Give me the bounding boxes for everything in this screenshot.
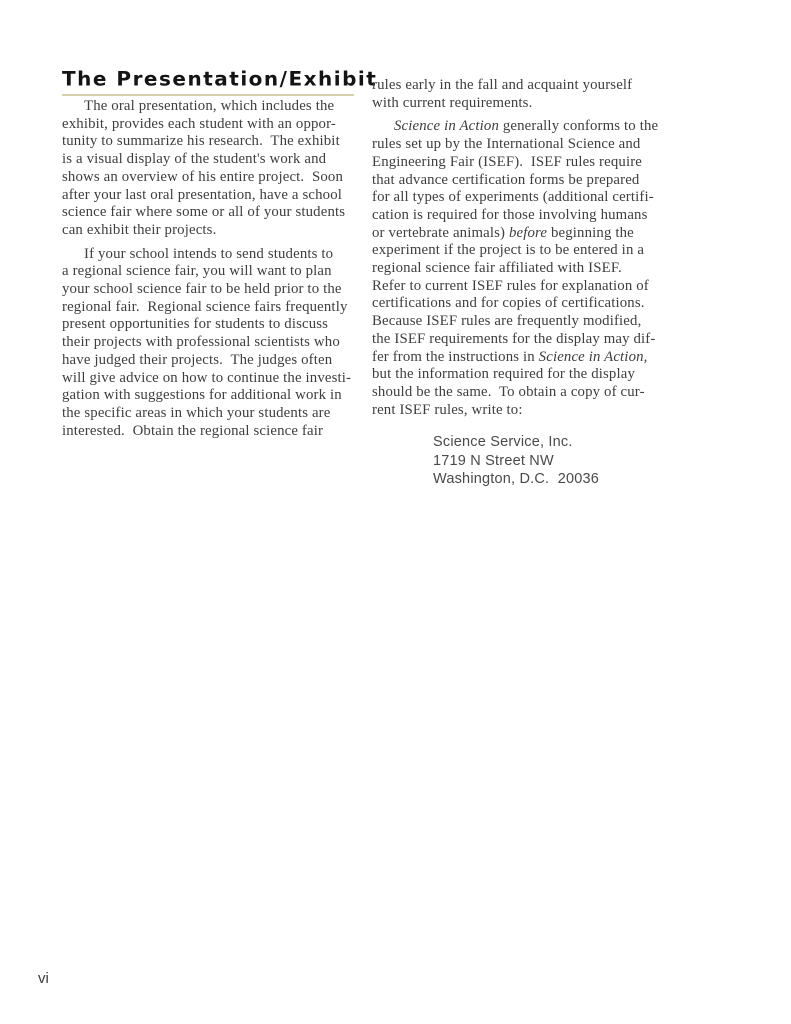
text-line	[433, 433, 668, 452]
text-line	[372, 225, 668, 243]
text-line	[62, 116, 358, 134]
address-block	[433, 433, 668, 489]
text-segment: Engineering Fair (ISEF). ISEF rules require	[372, 153, 643, 170]
text-segment: a regional science fair, you will want to plan	[62, 263, 332, 280]
text-line	[433, 470, 668, 489]
text-line	[62, 187, 358, 205]
text-segment: or vertebrate animals)	[372, 224, 509, 241]
text-segment: beginning the	[547, 224, 634, 241]
text-line	[62, 151, 358, 169]
text-segment: with current requirements.	[372, 94, 533, 111]
text-segment: their projects with professional scientists who	[62, 334, 340, 351]
text-line	[372, 118, 668, 136]
text-line	[372, 189, 668, 207]
text-line	[62, 246, 358, 264]
text-segment: regional fair. Regional science fairs frequently	[62, 298, 348, 315]
text-segment: Washington, D.C. 20036	[433, 471, 600, 488]
text-segment: but the information required for the display	[372, 366, 636, 383]
left-column-text	[62, 98, 358, 440]
text-segment: generally conforms to the	[499, 118, 659, 135]
italic-text: Science in Action	[394, 118, 499, 135]
text-line	[62, 281, 358, 299]
text-segment: interested. Obtain the regional science fair	[62, 422, 324, 439]
text-line	[62, 204, 358, 222]
paragraph	[62, 246, 358, 441]
text-line	[62, 222, 358, 240]
text-line	[372, 278, 668, 296]
text-segment: should be the same. To obtain a copy of cur-	[372, 383, 645, 400]
text-line	[62, 405, 358, 423]
text-line	[372, 260, 668, 278]
text-segment: that advance certification forms be prepared	[372, 171, 640, 188]
text-segment: present opportunities for students to discuss	[62, 316, 329, 333]
text-line	[372, 154, 668, 172]
text-line	[62, 334, 358, 352]
text-segment: tunity to summarize his research. The exhibit	[62, 133, 340, 150]
text-line	[62, 316, 358, 334]
text-line	[372, 384, 668, 402]
text-line	[372, 136, 668, 154]
text-line	[372, 331, 668, 349]
text-line	[62, 423, 358, 441]
text-segment: for all types of experiments (additional certifi-	[372, 189, 654, 206]
text-segment: rent ISEF rules, write to:	[372, 401, 523, 418]
left-column	[62, 67, 378, 440]
text-segment: have judged their projects. The judges often	[62, 351, 333, 368]
text-line	[62, 133, 358, 151]
text-line	[372, 366, 668, 384]
text-line	[433, 452, 668, 471]
text-segment: the ISEF requirements for the display may dif-	[372, 330, 656, 347]
text-segment: can exhibit their projects.	[62, 221, 217, 238]
text-line	[372, 242, 668, 260]
text-line	[372, 95, 668, 113]
text-segment: your school science fair to be held prior to the	[62, 281, 342, 298]
page-number: vi	[38, 970, 49, 987]
text-segment: is a visual display of the student's work and	[62, 151, 327, 168]
italic-text: before	[508, 224, 548, 241]
text-segment: experiment if the project is to be entered in a	[372, 242, 645, 259]
right-column	[372, 75, 668, 489]
text-segment: If your school intends to send students to	[84, 245, 334, 262]
text-segment: after your last oral presentation, have a school	[62, 186, 343, 203]
text-line	[62, 387, 358, 405]
text-segment: will give advice on how to continue the investi-	[62, 369, 352, 386]
text-line	[372, 77, 668, 95]
text-segment: shows an overview of his entire project. Soon	[62, 168, 343, 185]
text-segment: rules early in the fall and acquaint yourself	[372, 77, 633, 93]
text-line	[62, 299, 358, 317]
text-line	[372, 207, 668, 225]
text-segment: cation is required for those involving humans	[372, 206, 648, 223]
paragraph	[372, 77, 668, 112]
paragraph	[372, 118, 668, 419]
text-line	[372, 349, 668, 367]
text-line	[372, 402, 668, 420]
section-heading: The Presentation/Exhibit	[62, 67, 378, 91]
text-line	[62, 169, 358, 187]
text-line	[62, 263, 358, 281]
italic-text: Science in Action,	[538, 348, 648, 365]
text-segment: certifications and for copies of certifications.	[372, 295, 645, 312]
text-segment: Because ISEF rules are frequently modified,	[372, 313, 642, 330]
text-line	[62, 352, 358, 370]
text-segment: The oral presentation, which includes the	[84, 98, 335, 114]
text-segment: Science Service, Inc.	[433, 434, 573, 451]
text-line	[372, 295, 668, 313]
text-segment: exhibit, provides each student with an oppor-	[62, 115, 336, 132]
text-segment: the specific areas in which your students are	[62, 404, 331, 421]
right-column-text	[372, 77, 668, 419]
text-line	[372, 313, 668, 331]
text-segment: rules set up by the International Science and	[372, 136, 641, 153]
text-segment: science fair where some or all of your students	[62, 204, 346, 221]
text-segment: gation with suggestions for additional work in	[62, 387, 342, 404]
text-segment: 1719 N Street NW	[433, 452, 554, 469]
heading-rule	[62, 94, 354, 96]
text-line	[62, 98, 358, 116]
text-segment: fer from the instructions in	[372, 348, 539, 365]
text-segment: regional science fair affiliated with ISEF.	[372, 260, 622, 277]
text-line	[62, 370, 358, 388]
paragraph	[62, 98, 358, 240]
text-line	[372, 172, 668, 190]
text-segment: Refer to current ISEF rules for explanation of	[372, 277, 649, 294]
